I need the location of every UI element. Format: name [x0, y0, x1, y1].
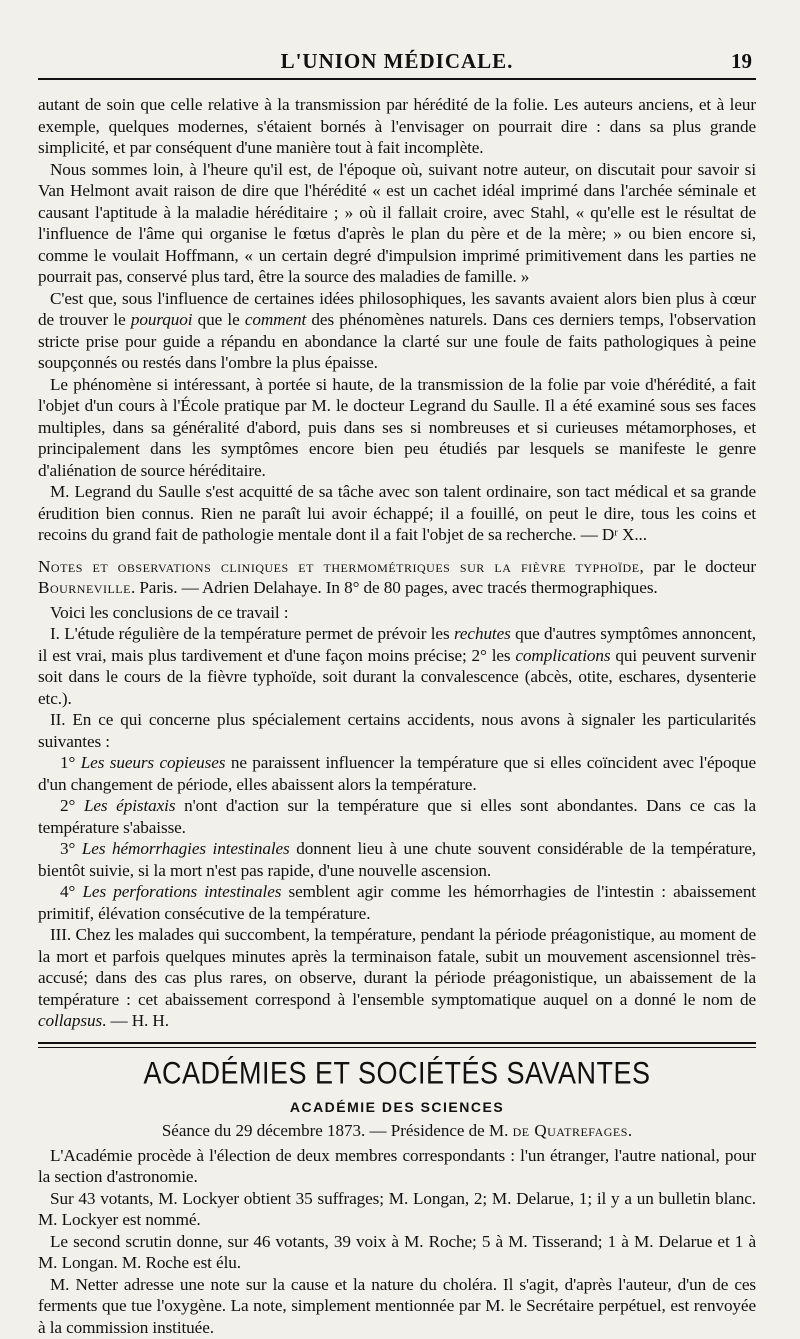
page-number: 19	[731, 49, 752, 73]
section-divider	[38, 1042, 756, 1048]
article-heredity-review	[38, 94, 756, 546]
paragraph: M. Legrand du Saulle s'est acquitté de sa tâche avec son talent ordinaire, son tact médical et sa grande érudition bien connus. Rien ne paraît lui avoir échappé; il a fouillé, on peut le dire, tous les coins et recoins du grand fait de pathologie mentale dont il a fait l'objet de sa recherche. — Dʳ X...	[38, 482, 756, 544]
paragraph: L'Académie procède à l'élection de deux membres correspondants : l'un étranger, l'autre national, pour la section d'astronomie.	[38, 1145, 756, 1186]
conclusion-3: III. Chez les malades qui succombent, la température, pendant la période préagonistique, au moment de la mort et parfois quelques minutes après la terminaison fatale, subit un mouvement ascensionnel très-accusé; dans des cas plus rares, on observe, durant la période préagonistique, un abaissement de la température : cet abaissement correspond à l'ensemble symptomatique auquel on a donné le nom de collapsus. — H. H.	[38, 925, 756, 1030]
page-header	[38, 0, 756, 80]
paragraph: C'est que, sous l'influence de certaines idées philosophiques, les savants avaient alors bien plus à cœur de trouver le pourquoi que le comment des phénomènes naturels. Dans ces derniers temps, l'observation stricte prise pour guide a répandu en abondance la clarté sur une foule de faits pathologiques à peine soupçonnés ou restés dans l'ombre la plus épaisse.	[38, 288, 756, 372]
header-rule	[38, 78, 756, 80]
review-title-text: Notes et observations cliniques et thermométriques sur la fièvre typhoïde,	[38, 556, 645, 576]
sub-heading: ACADÉMIE DES SCIENCES	[289, 1098, 505, 1115]
list-item: 2° Les épistaxis n'ont d'action sur la température que si elles sont abondantes. Dans ce cas la température s'abaisse.	[38, 796, 756, 837]
italic-term: comment	[244, 310, 307, 329]
paragraph: Voici les conclusions de ce travail :	[50, 602, 289, 622]
paragraph: Sur 43 votants, M. Lockyer obtient 35 suffrages; M. Longan, 2; M. Delarue, 1; il y a un bulletin blanc. M. Lockyer est nommé.	[38, 1188, 756, 1229]
paragraph: autant de soin que celle relative à la transmission par hérédité de la folie. Les auteurs anciens, et à leur exemple, quelques modernes, s'étaient bornés à l'envisager on pourrait dire : dans sa plus grande simplicité, et par conséquent d'une manière tout à fait incomplète.	[38, 95, 756, 157]
academy-report	[38, 1145, 756, 1339]
conclusion-2: II. En ce qui concerne plus spécialement certains accidents, nous avons à signaler les particularités suivantes :	[38, 710, 756, 751]
list-item: 3° Les hémorrhagies intestinales donnent lieu à une chute souvent considérable de la température, bientôt suivie, si la mort n'est pas rapide, d'une nouvelle ascension.	[38, 839, 757, 880]
paragraph: Le second scrutin donne, sur 46 votants, 39 voix à M. Roche; 5 à M. Tisserand; 1 à M. Delarue et 1 à M. Longan. M. Roche est élu.	[38, 1231, 756, 1272]
article-typhoid-review	[38, 556, 756, 1032]
paragraph: Le phénomène si intéressant, à portée si haute, de la transmission de la folie par voie d'hérédité, a fait l'objet d'un cours à l'École pratique par M. le docteur Legrand du Saulle. Il a été examiné sous ses faces multiples, dans sa généralité d'abord, puis dans ses si nombreuses et si curieuses métamorphoses, et principalement dans les symptômes encore bien peu étudiés par lesquels se manifeste le genre d'aliénation de source héréditaire.	[38, 374, 756, 480]
conclusion-1: I. L'étude régulière de la température permet de prévoir les rechutes que d'autres symptômes annoncent, il est vrai, mais plus tardivement et d'une façon moins précise; 2° les complications qui peuvent survenir soit dans le cours de la fièvre typhoïde, soit durant la convalescence (abcès, otite, eschares, dysenterie etc.).	[38, 624, 757, 708]
paragraph: Nous sommes loin, à l'heure qu'il est, de l'époque où, suivant notre auteur, on discutait pour savoir si Van Helmont avait raison de dire que l'hérédité « est un cachet idéal imprimé dans l'archée séminale et causant l'aptitude à la maladie héréditaire ; » où il fallait croire, avec Stahl, « qu'elle est le résultat de l'influence de l'âme qui organise le fœtus d'après le plan du père et de la mère; » ou bien encore si, comme le voulait Hoffmann, « un certain degré d'impulsion imprimé primitivement dans les parties ne pourrait pas, conservé plus tard, être la source des maladies de famille. »	[38, 159, 756, 286]
president-name: de Quatrefages	[512, 1120, 628, 1140]
running-title: L'UNION MÉDICALE.	[280, 49, 514, 73]
list-item: 1° Les sueurs copieuses ne paraissent influencer la température que si elles coïncident avec l'époque d'un changement de période, elles abaissent alors la température.	[38, 753, 756, 794]
list-item: 4° Les perforations intestinales semblent agir comme les hémorrhagies de l'intestin : abaissement primitif, élévation consécutive de la température.	[38, 882, 756, 923]
author-name: Bourneville	[38, 578, 131, 597]
paragraph: M. Netter adresse une note sur la cause et la nature du choléra. Il s'agit, d'après l'auteur, d'un de ces ferments que tue l'oxygène. La note, simplement mentionnée par M. le Secrétaire perpétuel, est renvoyée à la commission instituée.	[38, 1274, 756, 1337]
review-title: Notes et observations cliniques et thermométriques sur la fièvre typhoïde, par le docteur Bourneville. Paris. — Adrien Delahaye. In 8° de 80 pages, avec tracés thermographiques.	[38, 556, 757, 597]
section-heading: ACADÉMIES ET SOCIÉTÉS SAVANTES	[143, 1055, 651, 1090]
italic-term: pourquoi	[130, 310, 193, 329]
session-line: Séance du 29 décembre 1873. — Présidence de M. de Quatrefages.	[161, 1120, 633, 1140]
